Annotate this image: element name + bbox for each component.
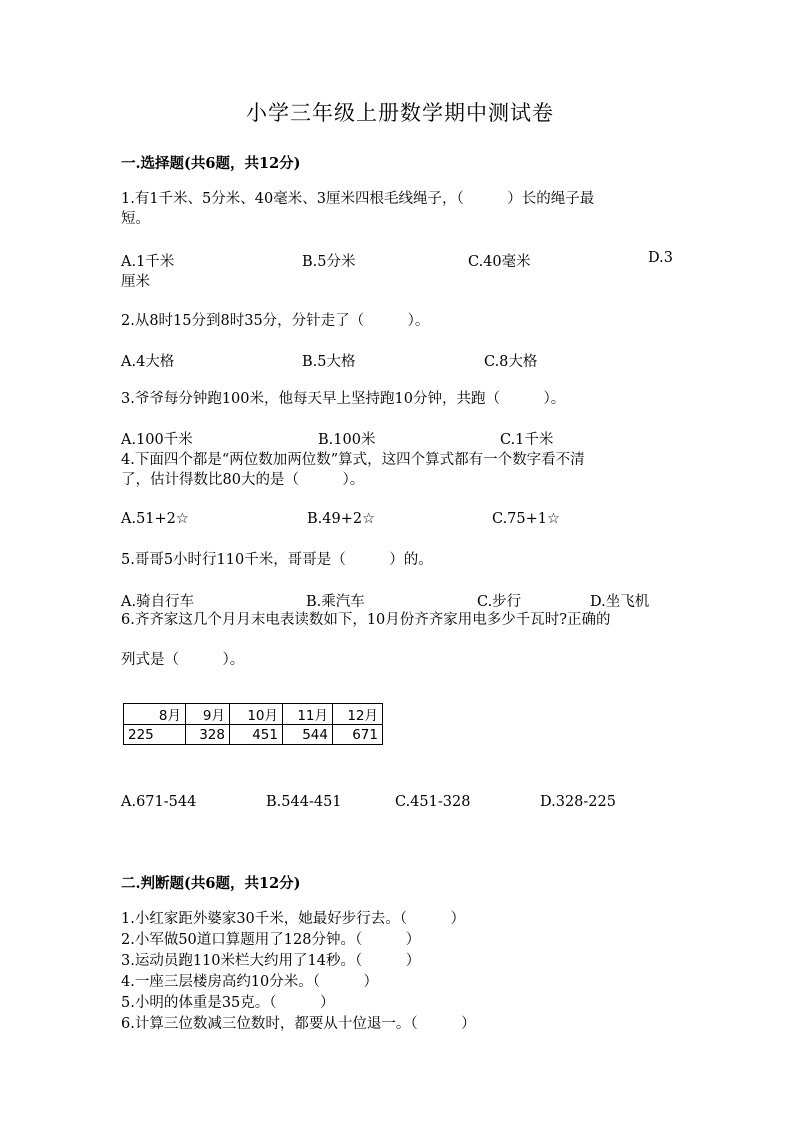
table-cell: 671 [333, 725, 383, 745]
judgement-item-6: 6.计算三位数减三位数时，都要从十位退一。（ ） [121, 1016, 476, 1032]
question-2-line-1: 2.从8时15分到8时35分，分针走了（ ）。 [121, 313, 430, 329]
question-1-option-a: A.1千米 [121, 254, 175, 270]
table-header-cell: 8月 [124, 704, 186, 725]
question-4-option-c: C.75+1☆ [492, 511, 561, 527]
judgement-item-1: 1.小红家距外婆家30千米，她最好步行去。（ ） [121, 911, 466, 927]
table-cell: 225 [124, 725, 186, 745]
table-cell: 544 [283, 725, 333, 745]
question-1-option-d: D.3 [648, 250, 673, 266]
question-3-line-1: 3.爷爷每分钟跑100米，他每天早上坚持跑10分钟，共跑（ ）。 [121, 391, 566, 407]
table-header-cell: 9月 [186, 704, 230, 725]
judgement-item-4: 4.一座三层楼房高约10分米。（ ） [121, 974, 379, 990]
question-6-line-2: 列式是（ ）。 [121, 652, 245, 668]
question-6-line-1: 6.齐齐家这几个月月末电表读数如下，10月份齐齐家用电多少千瓦时?正确的 [121, 612, 611, 628]
meter-reading-table [123, 703, 383, 745]
question-3-option-c: C.1千米 [500, 432, 554, 448]
question-1-line-1: 1.有1千米、5分米、40毫米、3厘米四根毛线绳子，（ ）长的绳子最 [121, 191, 595, 207]
question-6-option-c: C.451-328 [395, 794, 471, 810]
question-5-option-a: A.骑自行车 [121, 594, 195, 610]
question-1-option-b: B.5分米 [302, 254, 356, 270]
table-header-cell: 10月 [230, 704, 283, 725]
question-3-option-b: B.100米 [318, 432, 376, 448]
question-2-option-b: B.5大格 [302, 354, 356, 370]
question-3-option-a: A.100千米 [121, 432, 193, 448]
question-5-option-c: C.步行 [477, 594, 522, 610]
judgement-item-5: 5.小明的体重是35克。（ ） [121, 995, 335, 1011]
question-5-option-d: D.坐飞机 [590, 594, 650, 610]
judgement-item-2: 2.小军做50道口算题用了128分钟。（ ） [121, 932, 421, 948]
table-cell: 451 [230, 725, 283, 745]
table-cell: 328 [186, 725, 230, 745]
question-4-option-a: A.51+2☆ [121, 511, 189, 527]
question-4-line-1: 4.下面四个都是“两位数加两位数”算式，这四个算式都有一个数字看不清 [121, 452, 585, 468]
question-1-line-2: 短。 [121, 211, 150, 227]
table-row [124, 725, 383, 745]
question-6-option-d: D.328-225 [540, 794, 616, 810]
section-1-heading: 一.选择题(共6题，共12分) [121, 155, 301, 172]
question-1-option-c: C.40毫米 [468, 254, 531, 270]
question-5-option-b: B.乘汽车 [306, 594, 365, 610]
question-4-line-2: 了，估计得数比80大的是（ ）。 [121, 472, 365, 488]
judgement-item-3: 3.运动员跑110米栏大约用了14秒。（ ） [121, 953, 421, 969]
table-header-cell: 11月 [283, 704, 333, 725]
question-4-option-b: B.49+2☆ [307, 511, 376, 527]
question-2-option-a: A.4大格 [121, 354, 175, 370]
question-6-option-b: B.544-451 [266, 794, 342, 810]
question-6-option-a: A.671-544 [121, 794, 197, 810]
table-header-cell: 12月 [333, 704, 383, 725]
question-2-option-c: C.8大格 [484, 354, 538, 370]
question-1-option-d-wrap: 厘米 [121, 274, 150, 290]
question-5-line-1: 5.哥哥5小时行110千米，哥哥是（ ）的。 [121, 552, 433, 568]
page-title: 小学三年级上册数学期中测试卷 [246, 101, 554, 125]
table-header-row [124, 704, 383, 725]
section-2-heading: 二.判断题(共6题，共12分) [121, 875, 301, 892]
